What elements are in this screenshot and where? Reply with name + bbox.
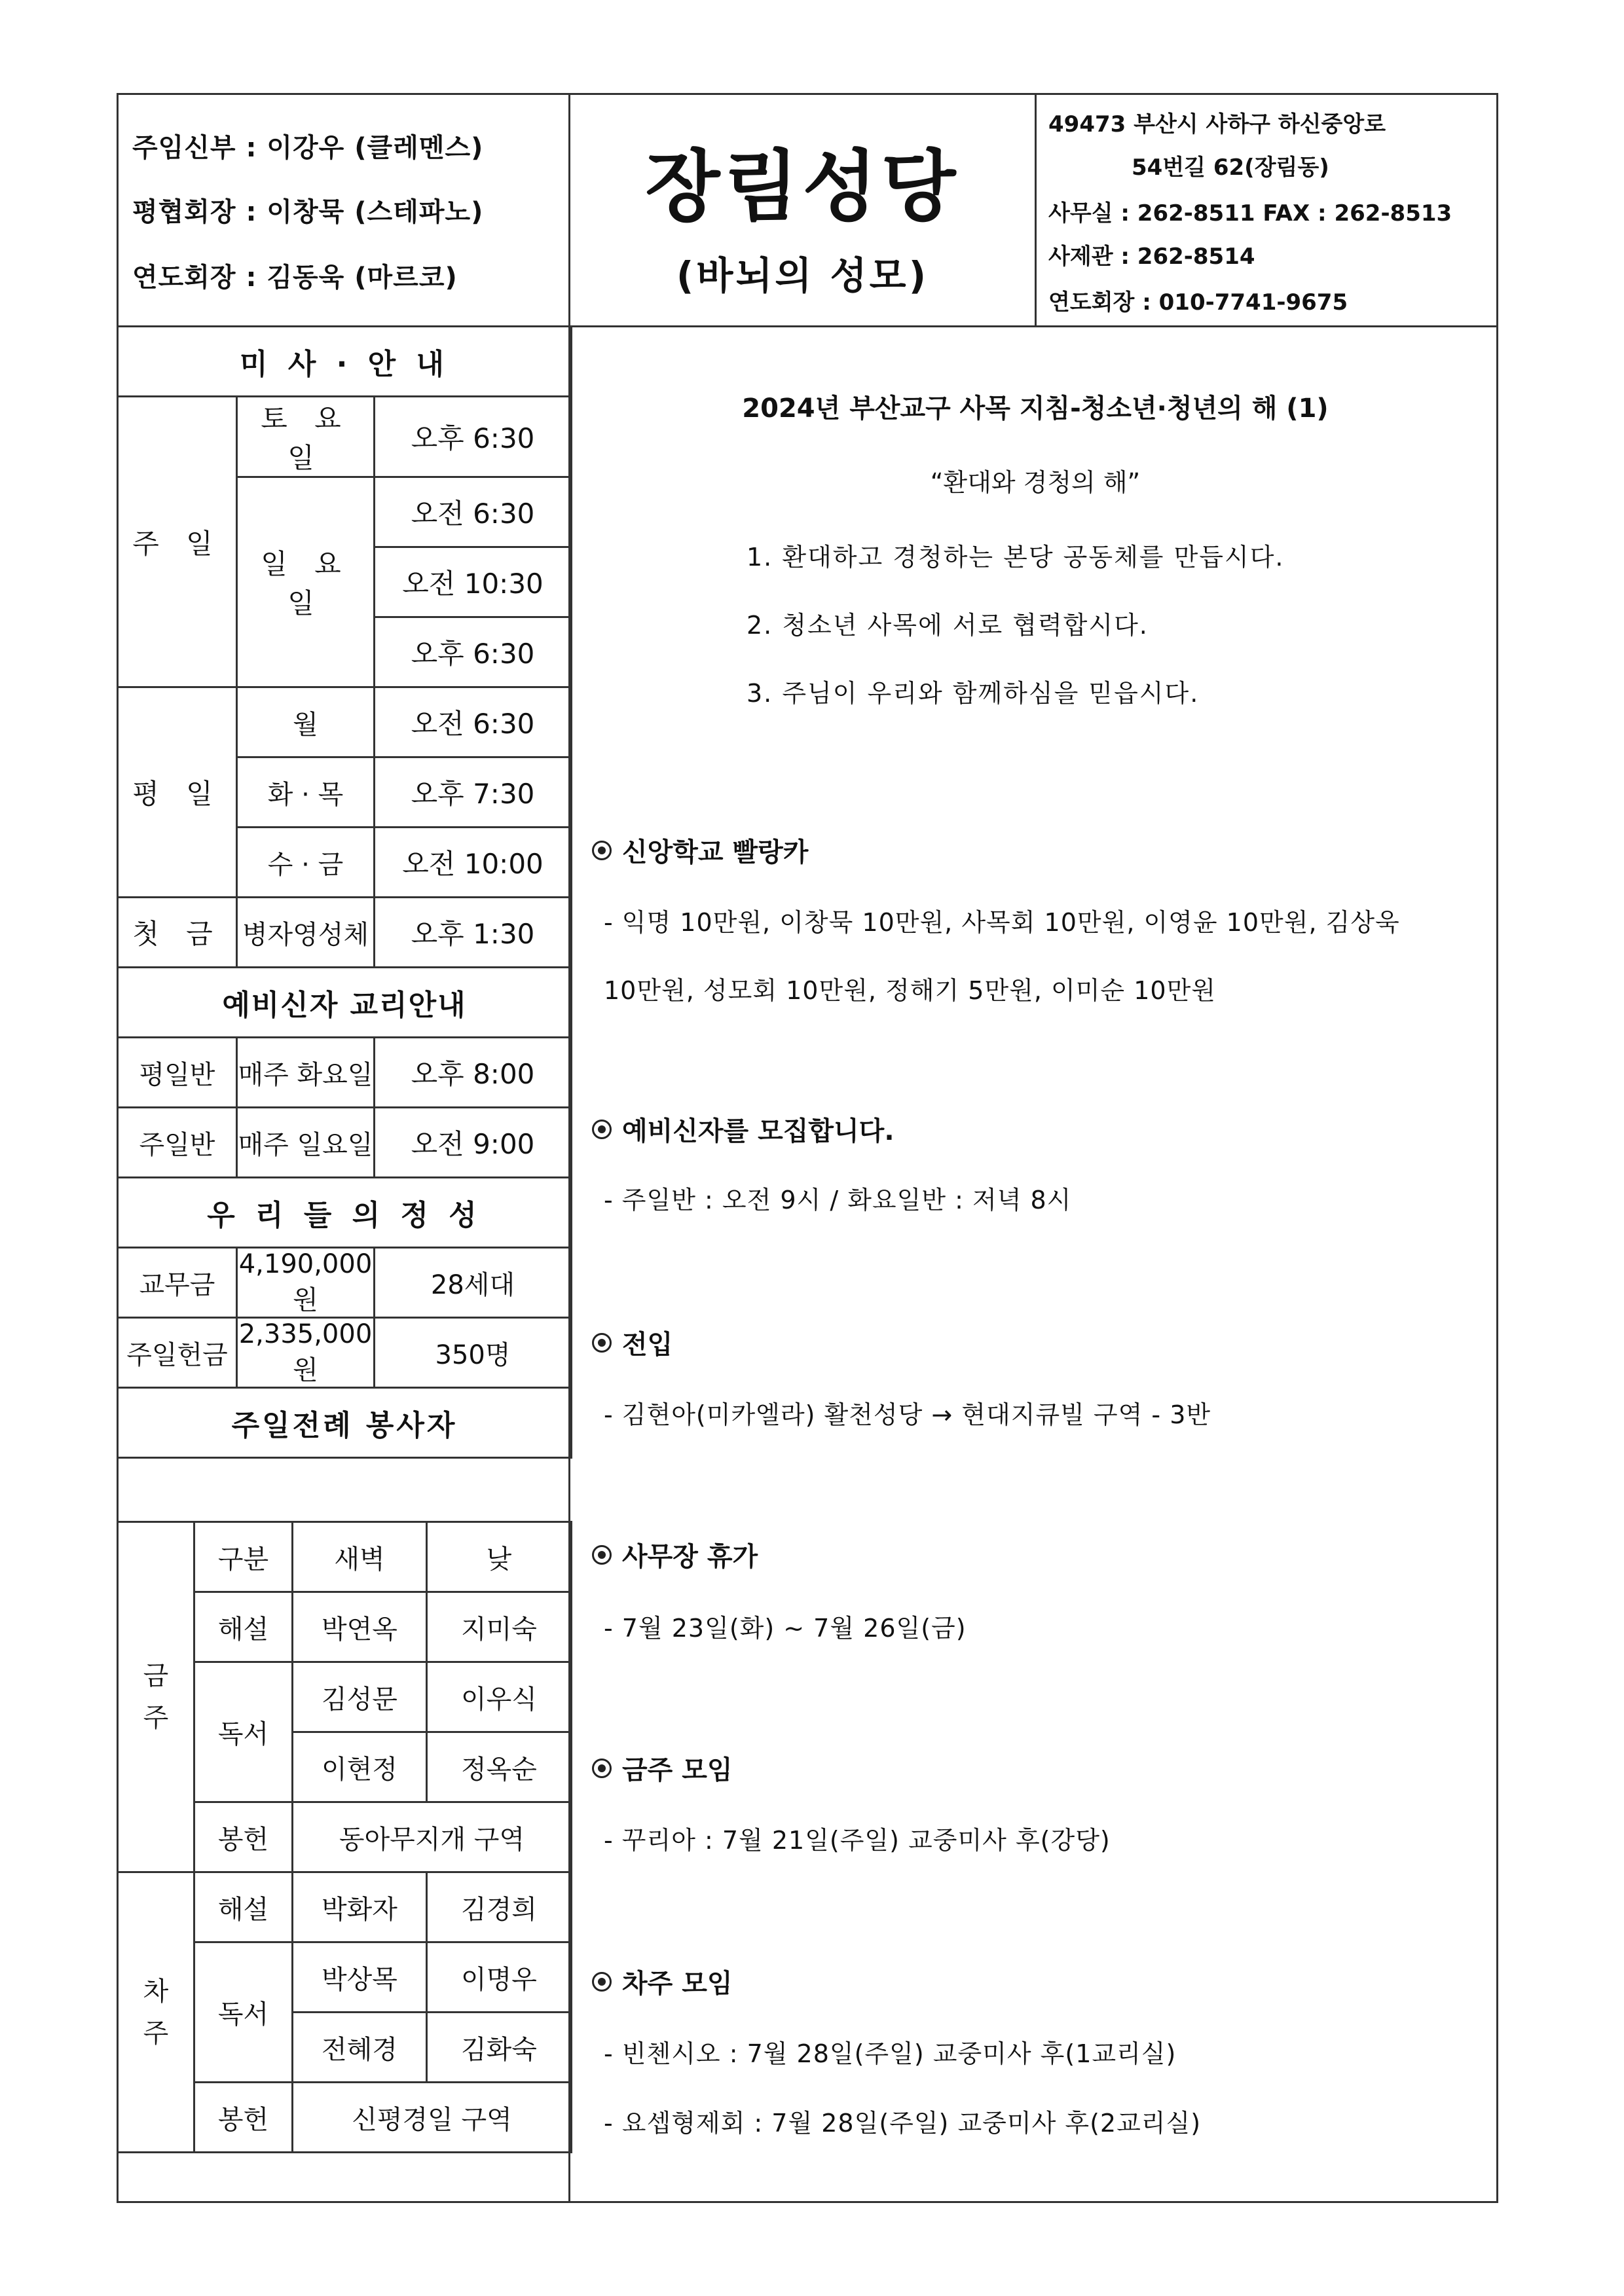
- bullet-icon: [592, 1972, 612, 1992]
- church-name: 장림성당: [645, 141, 960, 232]
- offertory-label: 봉헌: [194, 1802, 293, 1872]
- commentary-label: 해설: [194, 1872, 293, 1942]
- weekday-label: 평 일: [118, 687, 237, 898]
- offering-title: 우 리 들 의 정 성: [118, 1178, 572, 1248]
- offertory-group: 신평경일 구역: [293, 2083, 572, 2153]
- address-line-1: 49473 부산시 사하구 하신중앙로: [1048, 111, 1386, 137]
- saturday-time: 오후 6:30: [375, 397, 572, 477]
- catechumen-label: 평일반: [118, 1038, 237, 1108]
- bullet-icon: [592, 1120, 612, 1139]
- bullet-icon: [592, 1333, 612, 1353]
- offering-amount: 4,190,000원: [237, 1248, 375, 1318]
- offering-label: 교무금: [118, 1248, 237, 1318]
- server-name: 지미숙: [427, 1592, 572, 1662]
- reading-label: 독서: [194, 1662, 293, 1802]
- catechumen-day: 매주 일요일: [237, 1108, 375, 1178]
- section-heading-text: 예비신자를 모집합니다.: [622, 1116, 895, 1146]
- section-heading-text: 사무장 휴가: [622, 1542, 758, 1572]
- council-line: 평협회장 : 이창묵 (스테파노): [132, 197, 484, 227]
- servers-title: 주일전례 봉사자: [118, 1388, 572, 1458]
- weekday-time: 오전 10:00: [375, 828, 572, 898]
- sunday-time-3: 오후 6:30: [375, 617, 572, 687]
- offering-label: 주일헌금: [118, 1318, 237, 1388]
- pastoral-item: 1. 환대하고 경청하는 본당 공동체를 만듭시다.: [747, 543, 1285, 572]
- server-name: 김경희: [427, 1872, 572, 1942]
- weekday-day: 월: [237, 687, 375, 757]
- sunday-time-1: 오전 6:30: [375, 477, 572, 547]
- server-name: 박연옥: [293, 1592, 427, 1662]
- offering-count: 350명: [375, 1318, 572, 1388]
- first-friday-time: 오후 1:30: [375, 898, 572, 968]
- server-name: 박화자: [293, 1872, 427, 1942]
- server-name: 이명우: [427, 1942, 572, 2013]
- server-name: 김성문: [293, 1662, 427, 1732]
- mass-title: 미 사 · 안 내: [118, 327, 572, 397]
- section-heading-text: 차주 모임: [622, 1969, 733, 1999]
- this-week-text: 금 주: [143, 1661, 169, 1733]
- section-line: - 빈첸시오 : 7월 28일(주일) 교중미사 후(1교리실): [604, 2039, 1177, 2068]
- pastoral-quote: “환대와 경청의 해”: [930, 468, 1141, 497]
- catechumen-time: 오전 9:00: [375, 1108, 572, 1178]
- section-heading: [592, 831, 808, 869]
- weekday-time: 오후 7:30: [375, 757, 572, 828]
- catechumen-label: 주일반: [118, 1108, 237, 1178]
- column-divider: [568, 325, 570, 2203]
- elder-line: 연도회장 : 김동욱 (마르코): [132, 263, 458, 293]
- offertory-group: 동아무지개 구역: [293, 1802, 572, 1872]
- col-dawn: 새벽: [293, 1522, 427, 1592]
- reading-label: 독서: [194, 1942, 293, 2083]
- server-name: 이우식: [427, 1662, 572, 1732]
- header-title: [570, 93, 1037, 327]
- section-heading-text: 신앙학교 빨랑카: [622, 837, 809, 867]
- pastoral-item: 3. 주님이 우리와 함께하심을 믿읍시다.: [747, 679, 1200, 708]
- col-type: 구분: [194, 1522, 293, 1592]
- weekday-day: 수 · 금: [237, 828, 375, 898]
- commentary-label: 해설: [194, 1592, 293, 1662]
- section-heading-text: 전입: [622, 1330, 673, 1360]
- next-week-label: [118, 1872, 194, 2153]
- section-line: - 7월 23일(화) ~ 7월 26일(금): [604, 1614, 967, 1643]
- office-phone: 사무실 : 262-8511 FAX : 262-8513: [1048, 200, 1452, 227]
- server-name: 이현정: [293, 1732, 427, 1802]
- sunday-label: 주 일: [118, 397, 237, 687]
- elder-phone: 연도회장 : 010-7741-9675: [1048, 289, 1348, 316]
- section-heading: [592, 1110, 895, 1148]
- section-heading: [592, 1536, 758, 1573]
- catechumen-title: 예비신자 교리안내: [118, 968, 572, 1038]
- offering-amount: 2,335,000원: [237, 1318, 375, 1388]
- section-line: - 주일반 : 오전 9시 / 화요일반 : 저녁 8시: [604, 1186, 1072, 1214]
- pastoral-item: 2. 청소년 사목에 서로 협력합시다.: [747, 611, 1149, 640]
- offertory-label: 봉헌: [194, 2083, 293, 2153]
- section-line: 10만원, 성모회 10만원, 정해기 5만원, 이미순 10만원: [604, 976, 1216, 1005]
- section-line: - 꾸리아 : 7월 21일(주일) 교중미사 후(강당): [604, 1826, 1111, 1855]
- section-heading: [592, 1324, 673, 1361]
- col-day: 낮: [427, 1522, 572, 1592]
- header-officers: [117, 93, 570, 327]
- bullet-icon: [592, 1545, 612, 1565]
- next-week-text: 차 주: [143, 1976, 169, 2049]
- section-line: - 김현아(미카엘라) 활천성당 → 현대지큐빌 구역 - 3반: [604, 1400, 1211, 1429]
- sunday-time-2: 오전 10:30: [375, 547, 572, 617]
- schedule-table: [117, 325, 572, 1459]
- this-week-label: [118, 1522, 194, 1872]
- address-line-2: 54번길 62(장림동): [1132, 155, 1329, 181]
- catechumen-time: 오후 8:00: [375, 1038, 572, 1108]
- catechumen-day: 매주 화요일: [237, 1038, 375, 1108]
- first-friday-day: 병자영성체: [237, 898, 375, 968]
- first-friday-label: 첫 금: [118, 898, 237, 968]
- rectory-phone: 사제관 : 262-8514: [1048, 244, 1255, 270]
- server-name: 김화숙: [427, 2013, 572, 2083]
- server-name: 박상목: [293, 1942, 427, 2013]
- server-name: 전혜경: [293, 2013, 427, 2083]
- bullet-icon: [592, 1758, 612, 1778]
- weekday-time: 오전 6:30: [375, 687, 572, 757]
- section-line: - 익명 10만원, 이창묵 10만원, 사목회 10만원, 이영윤 10만원, 김상욱: [604, 908, 1400, 937]
- church-patron: (바뇌의 성모): [676, 253, 929, 298]
- header-contact: [1037, 93, 1498, 327]
- weekday-day: 화 · 목: [237, 757, 375, 828]
- servers-table: [117, 1521, 572, 2153]
- section-heading: [592, 1749, 733, 1787]
- section-line: - 요셉형제회 : 7월 28일(주일) 교중미사 후(2교리실): [604, 2109, 1202, 2138]
- section-heading-text: 금주 모임: [622, 1755, 733, 1785]
- pastor-line: 주임신부 : 이강우 (클레멘스): [132, 133, 484, 163]
- saturday-label: 토 요 일: [237, 397, 375, 477]
- server-name: 정옥순: [427, 1732, 572, 1802]
- offering-count: 28세대: [375, 1248, 572, 1318]
- bullet-icon: [592, 841, 612, 860]
- sunday-day-label: 일 요 일: [237, 477, 375, 687]
- pastoral-title: 2024년 부산교구 사목 지침-청소년·청년의 해 (1): [742, 393, 1329, 424]
- section-heading: [592, 1963, 733, 2000]
